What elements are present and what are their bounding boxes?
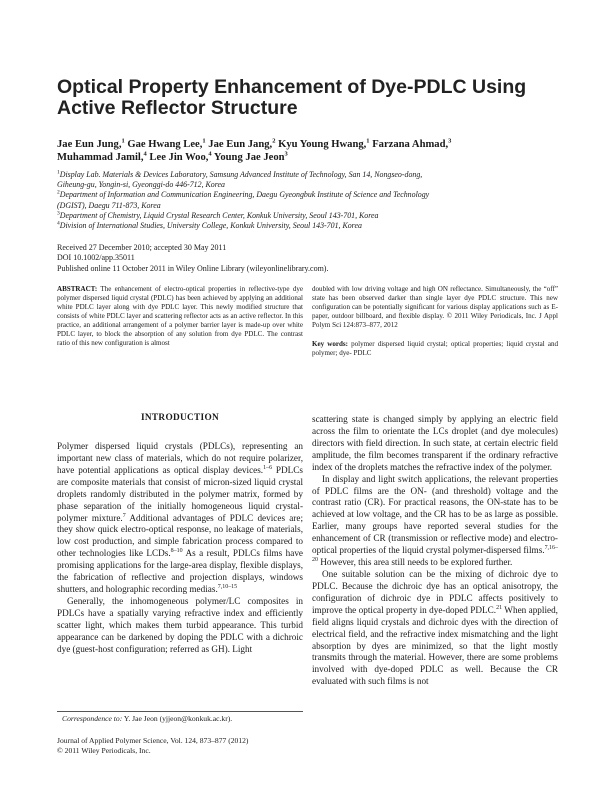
paragraph bbox=[57, 441, 303, 596]
author-list bbox=[57, 139, 557, 164]
section-heading: INTRODUCTION bbox=[141, 413, 219, 423]
abstract-text: The enhancement of electro-optical properties in reflective-type dye polymer dispersed liquid crystal (PDLC) has been achieved by applying an additional white PDLC layer along with dye PDLC layer. This newly modified structure that consists of white PDLC layer and scattering reflector acts as an active reflector. In this practice, an additional arrangement of a polymer barrier layer is made-up over white PDLC layer, to block the absorption of any solution from dye PDLC. The contrast ratio of this new configuration is almost bbox=[57, 285, 303, 348]
affiliation-2 bbox=[57, 190, 557, 200]
citation: 8–10 bbox=[170, 548, 183, 555]
citation: 7 bbox=[122, 512, 126, 519]
text: One suitable solution can be the mixing of dichroic dye to PDLC. Because the dichroic dye has an optical anisotropy, the configuration of dichroic dye in PDLC affects positively to improve the optical property in dye-doped PDLC. bbox=[312, 568, 558, 615]
author-sup: 1 bbox=[121, 137, 125, 145]
text: As a result, PDLCs films have promising applications for the large-area display, flexible displays, the fabrication of reflective and projection displays, windows shutters, and holographic recording medias. bbox=[57, 548, 303, 595]
correspondence-label: Correspondence to: bbox=[62, 714, 123, 723]
citation: 7,16–20 bbox=[312, 545, 558, 563]
journal-info bbox=[57, 736, 303, 756]
affiliation-1 bbox=[57, 170, 557, 180]
body-left-column bbox=[57, 441, 303, 656]
affil-sup: 3 bbox=[57, 210, 60, 217]
text: However, this area still needs to be explored further. bbox=[317, 557, 513, 568]
text: In display and light switch applications, the relevant properties of PDLC films are the ON- (and threshold) voltage and the contrast ratio (CR). For practical reasons, the ON-state has to be achieved at low voltage, and the CR has to be as large as possible. Earlier, many groups have reported several studies for the enhancement of CR (transmission or reflective mode) and electro-optical properties of the liquid crystal polymer-dispersed films. bbox=[312, 473, 558, 556]
paragraph: Generally, the inhomogeneous polymer/LC composites in PDLCs have a spatially varying refractive index and efficiently scatter light, which makes them turbid appearance. This turbid appearance can be darkened by doping the PDLC with a dichroic dye (guest-host configuration; referred as GH). Light bbox=[57, 595, 303, 654]
affil-text: Display Lab. Materials & Devices Laboratory, Samsung Advanced Institute of Technology, San 14, Nongseo-dong, bbox=[59, 170, 423, 179]
publication-dates bbox=[57, 243, 557, 274]
affil-sup: 2 bbox=[57, 189, 60, 196]
paragraph: scattering state is changed simply by applying an electric field across the film to orientate the LCs droplet (and dye molecules) directors with field direction. In such state, at certain electric field amplitude, the film becomes transparent if the ordinary refractive index of the droplets matches the refractive index of the polymer. bbox=[312, 414, 558, 472]
received-date: Received 27 December 2010; accepted 30 May 2011 bbox=[57, 243, 227, 252]
author-sup: 1 bbox=[202, 137, 206, 145]
author-sup: 1 bbox=[366, 137, 370, 145]
author-sup: 4 bbox=[208, 149, 212, 157]
affil-sup: 1 bbox=[57, 169, 60, 176]
keywords-label: Key words: bbox=[312, 340, 348, 349]
correspondence-text: Y. Jae Jeon (yjjeon@konkuk.ac.kr). bbox=[122, 714, 233, 723]
citation: 21 bbox=[496, 604, 503, 611]
affiliation-2-cont: (DGIST), Daegu 711-873, Korea bbox=[57, 200, 161, 210]
doi: DOI 10.1002/app.35011 bbox=[57, 253, 135, 263]
author: Kyu Young Hwang, bbox=[275, 139, 367, 150]
affil-text: Division of International Studies, University College, Konkuk University, Seoul 143-701, Korea bbox=[59, 221, 362, 231]
author: Muhammad Jamil, bbox=[57, 151, 144, 163]
keywords bbox=[312, 340, 558, 358]
author-sup: 4 bbox=[143, 149, 147, 157]
correspondence-footnote bbox=[62, 714, 308, 724]
affil-sup: 4 bbox=[57, 220, 60, 227]
published-date: Published online 11 October 2011 in Wiley Online Library (wileyonlinelibrary.com). bbox=[57, 263, 329, 273]
author: Jae Eun Jung, bbox=[57, 139, 122, 150]
affil-text: Department of Chemistry, Liquid Crystal Research Center, Konkuk University, Seoul 143-701, Korea bbox=[59, 210, 379, 220]
keywords-text: polymer dispersed liquid crystal; optical properties; liquid crystal and polymer; dye- PDLC bbox=[312, 340, 558, 358]
author-sup: 2 bbox=[272, 137, 276, 145]
affil-text: Department of Information and Communication Engineering, Daegu Gyeongbuk Institute of Science and Technology bbox=[59, 190, 430, 200]
affiliation-3 bbox=[57, 211, 557, 221]
text: PDLCs are composite materials that consist of micron-sized liquid crystal droplets randomly distributed in the polymer matrix, formed by phase separation of the initially homogeneous liquid crystal-polymer mixture. bbox=[57, 464, 303, 523]
abstract-label: ABSTRACT: bbox=[57, 285, 98, 293]
footnote-rule bbox=[57, 711, 303, 712]
text: Polymer dispersed liquid crystals (PDLCs), representing an important new class of materials, which do not require polarizer, have potential applications as optical display devices. bbox=[57, 441, 303, 475]
author-sup: 3 bbox=[448, 137, 452, 145]
text: Additional advantages of PDLC devices are; they show quick electro-optical response, no leakage of materials, low cost production, and simple fabrication process compared to other technologies like LCDs. bbox=[57, 512, 303, 559]
abstract-right bbox=[312, 285, 558, 358]
affiliation-4 bbox=[57, 221, 557, 231]
citation: 7,10–15 bbox=[217, 584, 238, 590]
paper-title: Optical Property Enhancement of Dye-PDLC Using Active Reflector Structure bbox=[57, 76, 527, 119]
affiliations bbox=[57, 170, 557, 231]
author: Young Jae Jeon bbox=[211, 151, 285, 163]
journal-citation: Journal of Applied Polymer Science, Vol. 124, 873–877 (2012) bbox=[57, 736, 249, 745]
author: Farzana Ahmad, bbox=[369, 139, 449, 150]
paragraph bbox=[312, 474, 558, 569]
paragraph bbox=[312, 569, 558, 688]
body-right-column bbox=[312, 414, 558, 688]
author: Lee Jin Woo, bbox=[146, 151, 209, 163]
affiliation-1-cont: Giheung-gu, Yongin-si, Gyeonggi-do 446-712, Korea bbox=[57, 180, 225, 190]
citation: 1–6 bbox=[263, 464, 273, 471]
author: Gae Hwang Lee, bbox=[124, 139, 203, 150]
author: Jae Eun Jang, bbox=[205, 139, 273, 150]
abstract-text-cont: doubled with low driving voltage and high ON reflectance. Simultaneously, the “off” state has been observed darker than single layer dye PDLC structure. This new configuration can be potentially significant for various display applications such as E-paper, outdoor billboard, and flexible display. © 2011 Wiley Periodicals, Inc. J Appl Polym Sci 124:873–877, 2012 bbox=[312, 285, 558, 330]
author-sup: 3 bbox=[284, 149, 288, 157]
copyright: © 2011 Wiley Periodicals, Inc. bbox=[57, 746, 151, 755]
text: When applied, field aligns liquid crystals and dichroic dyes with the direction of electrical field, and the refractive index mismatching and the light absorption by dyes are minimized, so that the light mostly transmits through the material. However, there are some problems involved with dye-doped PDLC as well. Because the CR evaluated with such films is not bbox=[312, 604, 558, 687]
abstract-left bbox=[57, 285, 303, 348]
